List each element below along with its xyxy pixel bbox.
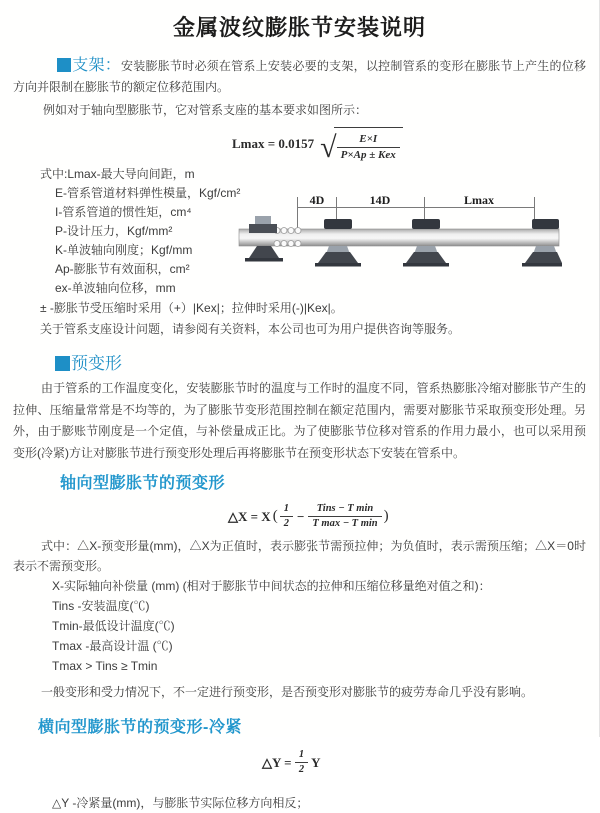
half-fraction: $\frac{1}{2}$: [280, 503, 293, 530]
def-line: K-单波轴向刚度；Kgf/mm: [55, 243, 193, 258]
lmax-formula-prefix: Lmax = 0.0157: [232, 136, 315, 152]
half-fraction: $\frac{1}{2}$: [295, 749, 308, 776]
predeform-body-paragraph: 由于管系的工作温度变化，安装膨胀节时的温度与工作时的温度不同，管系热膨胀冷缩对膨胀节产生的拉伸、压缩量常常是不均等的，为了膨胀节变形范围控制在额定范围内，需要对膨胀节采取预变形处理。另外，由于膨账节刚度是一个定值，与补偿量成正比。为了使膨胀节位移对管系的作用力最小，也可以采用预变形(冷紧)方让对膨胀节进行预变形处理后再将膨胀节在预变形状态下安装在管系中。: [13, 381, 586, 460]
dim-label-4d: 4D: [309, 193, 325, 207]
support-example-line: 例如对于轴向型膨胀节，它对管系支座的基本要求如图所示：: [43, 103, 368, 117]
axial-line: Tins -安装温度(℃): [52, 599, 150, 614]
page-title: 金属波纹膨胀节安装说明: [172, 15, 426, 40]
dim-label-14d: 14D: [369, 193, 391, 207]
lateral-note: △Y -冷紧量(mm)，与膨胀节实际位移方向相反；: [52, 795, 309, 810]
lateral-formula: △Y = $\frac{1}{2}$ Y: [262, 749, 321, 776]
axial-line: Tmax -最高设计温 (℃): [52, 639, 173, 654]
def-line: I-管系管道的惯性矩，cm⁴: [55, 205, 192, 220]
sqrt-radical: [320, 127, 403, 165]
support-section-heading: 支架：: [57, 57, 121, 74]
axial-subheading: 轴向型膨胀节的预变形: [60, 475, 226, 493]
consult-note: 关于管系支座设计问题，请参阅有关资料，本公司也可为用户提供咨询等服务。: [40, 322, 461, 337]
def-line: ex-单波轴向位移，mm: [55, 281, 176, 296]
lmax-formula: [232, 127, 599, 165]
blue-square-bullet-icon: [55, 356, 70, 371]
axial-line: Tmax > Tins ≥ Tmin: [52, 659, 158, 674]
blue-square-bullet-icon: [57, 58, 71, 72]
def-line: 式中:Lmax-最大导向间距，m: [40, 167, 195, 182]
axial-note-last: 一般变形和受力情况下，不一定进行预变形，是否预变形对膨胀节的疲劳寿命几乎没有影响。: [41, 685, 534, 700]
temperature-fraction: $\frac{\text{Tins − T min}}{\text{T max − T min}}$: [308, 503, 381, 530]
plusminus-note: ± -膨胀节受压缩时采用（+）|Kex|；拉伸时采用(-)|Kex|。: [40, 301, 343, 316]
pipe-support-diagram: [236, 193, 562, 289]
support-intro-text: 安装膨胀节时必须在管系上安装必要的支架，以控制管系的变形在膨胀节上产生的位移方向并限制在膨胀节的额定位移范围内。: [13, 59, 586, 94]
def-line: Ap-膨胀节有效面积，cm²: [55, 262, 190, 277]
lateral-subheading: 横向型膨胀节的预变形-冷紧: [38, 719, 242, 737]
lmax-fraction: $\frac{E\times I}{\text{P×Ap ± Kex}}$: [337, 133, 400, 161]
axial-line: Tmin-最低设计温度(℃): [52, 619, 175, 634]
axial-note-main: 式中：△X-预变形量(mm)，△X为正值时，表示膨张节需预拉伸；为负值时，表示需预压缩；△X＝0时表示不需预变形。: [13, 539, 586, 574]
dim-label-lmax: Lmax: [464, 193, 494, 207]
radical-sign: √: [320, 131, 337, 165]
def-line: P-设计压力，Kgf/mm²: [55, 224, 173, 239]
support-intro-paragraph: [13, 55, 586, 98]
def-line: E-管系管道材料弹性模量，Kgf/cm²: [55, 186, 241, 201]
axial-formula: △X = X ( $\frac{1}{2}$ − $\frac{\text{Tins − T min}}{\text{T max − T min}}$ ): [228, 503, 389, 530]
predeform-section-heading: 预变形: [55, 354, 599, 374]
axial-line: X-实际轴向补偿量 (mm) (相对于膨胀节中间状态的拉伸和压缩位移量绝对值之和)：: [52, 579, 491, 594]
